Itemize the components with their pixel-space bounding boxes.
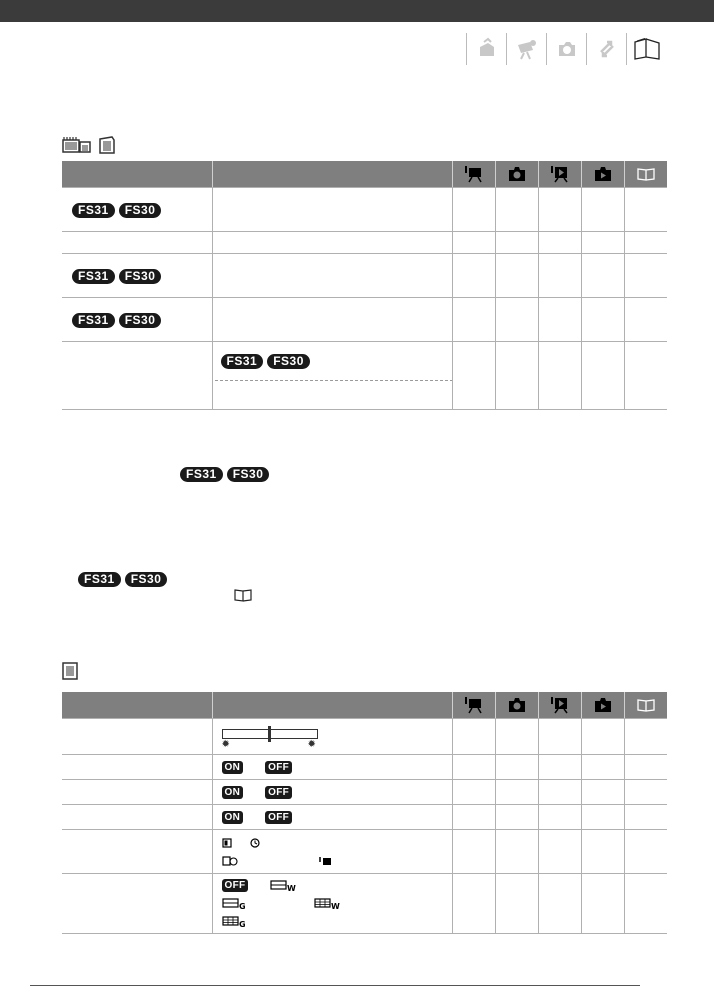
guide-frame-g-icon: [222, 898, 246, 910]
header-photo-playback: [581, 161, 624, 188]
model-badge-fs30: FS30: [125, 572, 168, 587]
movie-record-mode-icon: [463, 165, 485, 183]
book-reference-icon: [632, 37, 662, 61]
header-movie-playback: [538, 161, 581, 188]
body-model-ref-2: [78, 570, 167, 588]
table-row: [62, 342, 667, 410]
nav-tab-photo[interactable]: [546, 33, 586, 65]
table-row: [62, 298, 667, 342]
movie-playback-mode-icon: [549, 165, 571, 183]
model-badge-fs31: FS31: [72, 313, 115, 328]
display-info-icon: [222, 838, 232, 848]
header-movie-playback: [538, 692, 581, 719]
header-item-col: [62, 161, 212, 188]
off-badge: OFF: [222, 879, 249, 892]
table-row: [62, 254, 667, 298]
table-row: [62, 755, 667, 780]
on-badge: ON: [222, 811, 244, 824]
header-movie-record: [452, 692, 495, 719]
section-display-icon: [62, 662, 78, 680]
row-model-tags: [62, 188, 212, 232]
photo-playback-mode-icon: [593, 697, 613, 713]
photo-playback-mode-icon: [593, 166, 613, 182]
svg-text:G: G: [238, 901, 246, 911]
on-badge: ON: [222, 786, 244, 799]
model-badge-fs30: FS30: [119, 269, 162, 284]
header-movie-record: [452, 161, 495, 188]
table-row: [62, 232, 667, 254]
photo-record-mode-icon: [507, 166, 527, 182]
row-split-setting: [212, 342, 452, 410]
grid-w-icon: [314, 898, 338, 910]
brightness-slider-cell: [212, 719, 452, 755]
photo-record-mode-icon: [507, 697, 527, 713]
model-badge-fs31: FS31: [180, 467, 223, 482]
header-photo-record: [495, 161, 538, 188]
header-photo-record: [495, 692, 538, 719]
info-clock-icon: [222, 856, 238, 866]
svg-text:W: W: [287, 883, 297, 893]
movie-playback-mode-icon: [549, 696, 571, 714]
header-page-ref: [624, 161, 667, 188]
model-badge-fs31: FS31: [221, 354, 264, 369]
page-ref-icon: [636, 167, 656, 181]
nav-tab-video[interactable]: [506, 33, 546, 65]
table-row: [62, 719, 667, 755]
inline-page-ref: [233, 588, 253, 607]
table-row: [62, 830, 667, 874]
display-settings-table: [62, 692, 667, 934]
page-header-bar: [0, 0, 714, 22]
header-setting-col: [212, 692, 452, 719]
row-model-tags: [62, 298, 212, 342]
model-badge-fs30: FS30: [119, 313, 162, 328]
model-badge-fs31: FS31: [78, 572, 121, 587]
dim-sun-icon: ✹: [221, 738, 230, 750]
guide-frame-w-icon: [270, 880, 297, 893]
off-badge: OFF: [265, 761, 292, 774]
grid-g-icon: [222, 916, 246, 928]
slider-knob[interactable]: [268, 726, 271, 742]
header-item-col: [62, 692, 212, 719]
off-badge: OFF: [265, 786, 292, 799]
brightness-slider[interactable]: [222, 722, 452, 752]
header-photo-playback: [581, 692, 624, 719]
model-badge-fs30: FS30: [119, 203, 162, 218]
table-row: [62, 188, 667, 232]
camera-mode-icon: [476, 38, 498, 60]
memory-media-icon: [62, 136, 92, 154]
on-badge: ON: [222, 761, 244, 774]
dashed-divider: [215, 380, 453, 381]
chapter-nav: [466, 33, 666, 65]
nav-tab-reference[interactable]: [626, 33, 666, 65]
video-camera-icon: [515, 38, 539, 60]
transfer-arrows-icon: [596, 38, 618, 60]
svg-text:W: W: [330, 901, 340, 911]
movie-record-mode-icon: [463, 696, 485, 714]
table-header-row: [62, 692, 667, 719]
nav-tab-setup[interactable]: [466, 33, 506, 65]
off-badge: OFF: [265, 811, 292, 824]
model-badge-fs31: FS31: [72, 269, 115, 284]
table-row: [62, 805, 667, 830]
card-icon: [98, 136, 116, 154]
nav-tab-transfer[interactable]: [586, 33, 626, 65]
memory-settings-table: [62, 161, 667, 410]
clock-icon: [250, 838, 260, 848]
section-memory-icons: [62, 136, 116, 154]
svg-text:G: G: [238, 919, 246, 929]
model-badge-fs31: FS31: [72, 203, 115, 218]
display-panel-icon: [62, 662, 78, 680]
table-header-row: [62, 161, 667, 188]
model-badge-fs30: FS30: [267, 354, 310, 369]
header-setting-col: [212, 161, 452, 188]
footer-rule: [30, 985, 640, 986]
bright-sun-icon: ✹: [307, 738, 316, 750]
movie-display-icon: [318, 856, 332, 866]
table-row: [62, 780, 667, 805]
body-model-ref-1: [180, 465, 269, 483]
page-ref-icon: [636, 698, 656, 712]
row-model-tags: [62, 254, 212, 298]
table-row: [62, 874, 667, 934]
header-page-ref: [624, 692, 667, 719]
photo-camera-icon: [556, 38, 578, 60]
model-badge-fs30: FS30: [227, 467, 270, 482]
book-icon: [233, 588, 253, 602]
